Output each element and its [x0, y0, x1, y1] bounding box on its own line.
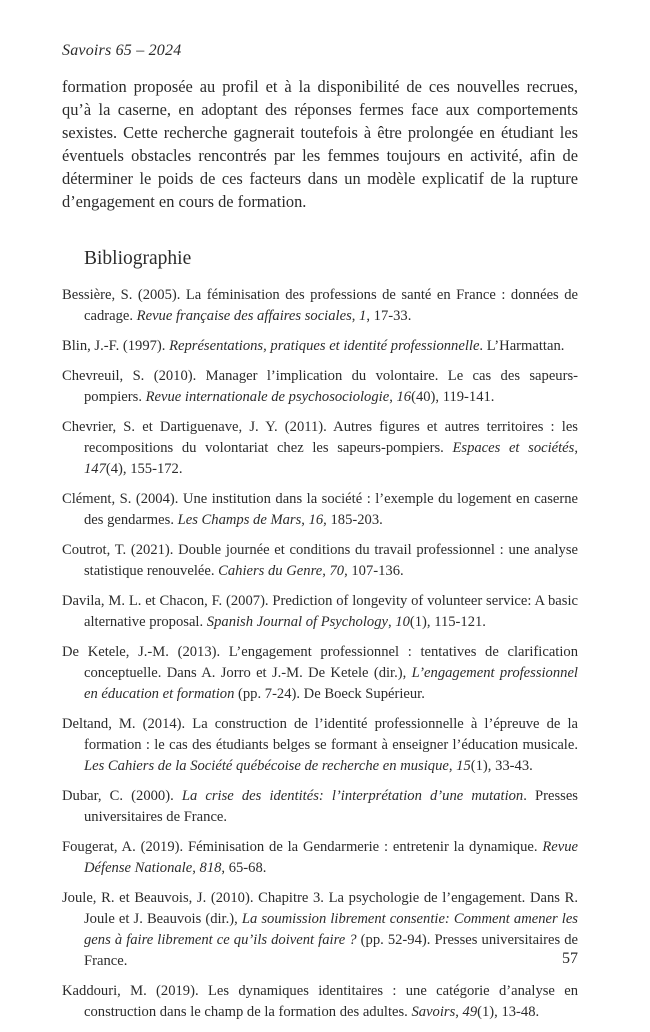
- bibliography-list: [62, 285, 578, 1032]
- running-head: Savoirs 65 – 2024: [62, 42, 182, 59]
- reference-entry: Fougerat, A. (2019). Féminisation de la Gendarmerie : entretenir la dynamique. Revue Défense Nationale, 818, 65-68.: [62, 839, 578, 876]
- reference-entry: Joule, R. et Beauvois, J. (2010). Chapitre 3. La psychologie de l’engagement. Dans R. Joule et J. Beauvois (dir.), La soumission librement consentie: Comment amener les gens à faire librement ce qu’ils doivent faire ? (pp. 52-94). Presses universitaires de France.: [62, 890, 578, 969]
- reference-entry: Chevreuil, S. (2010). Manager l’implication du volontaire. Le cas des sapeurs-pompiers. Revue internationale de psychosociologie, 16(40), 119-141.: [62, 368, 578, 405]
- reference-entry: Coutrot, T. (2021). Double journée et conditions du travail professionnel : une analyse statistique renouvelée. Cahiers du Genre, 70, 107-136.: [62, 542, 578, 579]
- reference-entry: Bessière, S. (2005). La féminisation des professions de santé en France : données de cadrage. Revue française des affaires sociales, 1, 17-33.: [62, 287, 578, 324]
- reference-entry: Deltand, M. (2014). La construction de l’identité professionnelle à l’épreuve de la formation : le cas des étudiants belges se formant à enseigner l’éducation musicale. Les Cahiers de la Société québécoise de recherche en musique, 15(1), 33-43.: [62, 716, 578, 774]
- reference-entry: Dubar, C. (2000). La crise des identités: l’interprétation d’une mutation. Presses universitaires de France.: [62, 788, 578, 825]
- reference-entry: Kaddouri, M. (2019). Les dynamiques identitaires : une catégorie d’analyse en construction dans le champ de la formation des adultes. Savoirs, 49(1), 13-48.: [62, 983, 578, 1020]
- intro-paragraph: formation proposée au profil et à la disponibilité de ces nouvelles recrues, qu’à la caserne, en adoptant des réponses fermes face aux comportements sexistes. Cette recherche gagnerait toutefois à être prolongée en étudiant les éventuels obstacles rencontrés par les femmes toujours en activité, afin de déterminer le poids de ces facteurs dans un modèle explicatif de la rupture d’engagement en cours de formation.: [62, 77, 578, 211]
- reference-entry: Davila, M. L. et Chacon, F. (2007). Prediction of longevity of volunteer service: A basic alternative proposal. Spanish Journal of Psychology, 10(1), 115-121.: [62, 593, 578, 630]
- reference-entry: Chevrier, S. et Dartiguenave, J. Y. (2011). Autres figures et autres territoires : les recompositions du volontariat chez les sapeurs-pompiers. Espaces et sociétés, 147(4), 155-172.: [62, 419, 578, 477]
- section-title: Bibliographie: [84, 248, 192, 269]
- reference-entry: De Ketele, J.-M. (2013). L’engagement professionnel : tentatives de clarification conceptuelle. Dans A. Jorro et J.-M. De Ketele (dir.), L’engagement professionnel en éducation et formation (pp. 7-24). De Boeck Supérieur.: [62, 644, 578, 702]
- reference-entry: Blin, J.-F. (1997). Représentations, pratiques et identité professionnelle. L’Harmattan.: [62, 338, 565, 354]
- reference-entry: Clément, S. (2004). Une institution dans la société : l’exemple du logement en caserne des gendarmes. Les Champs de Mars, 16, 185-203.: [62, 491, 578, 528]
- page-number: 57: [562, 950, 578, 967]
